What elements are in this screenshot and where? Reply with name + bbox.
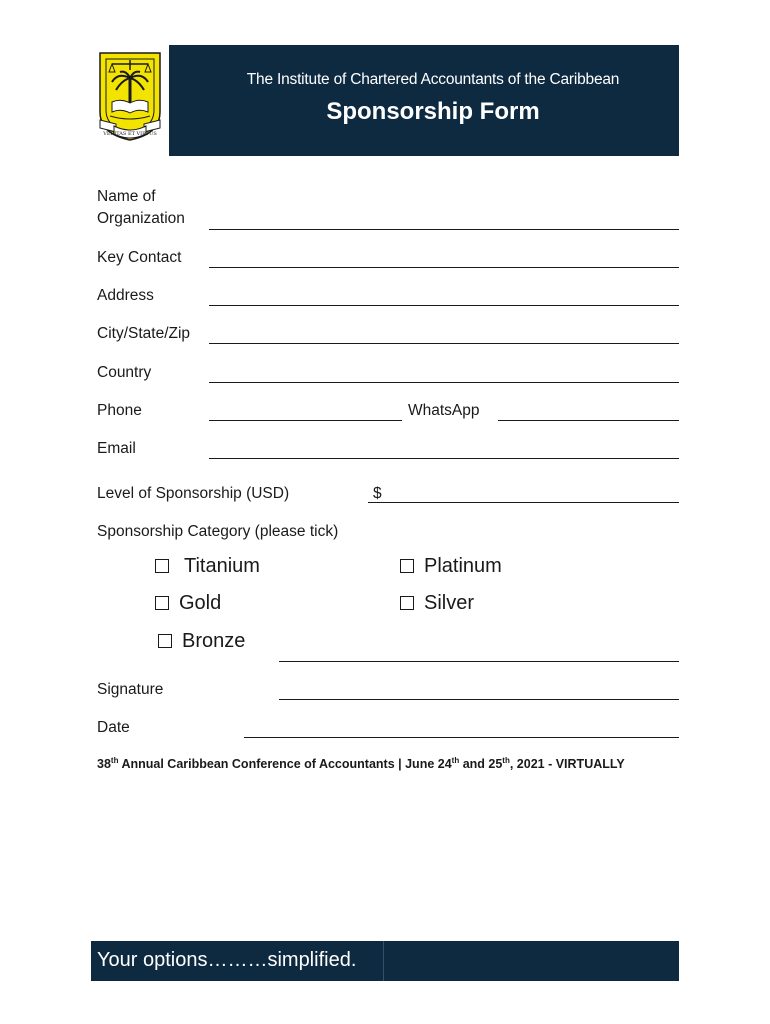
footnote-part3: and 25 [459, 757, 503, 771]
sponsorship-category-label: Sponsorship Category (please tick) [97, 523, 339, 540]
footnote-part2: Annual Caribbean Conference of Accountants | June 24 [118, 757, 452, 771]
level-of-sponsorship-field[interactable] [368, 502, 679, 503]
footnote-sup1: th [110, 755, 119, 765]
whatsapp-label: WhatsApp [408, 402, 480, 419]
logo-container [91, 45, 169, 156]
platinum-option[interactable] [400, 554, 502, 578]
silver-checkbox[interactable] [400, 596, 414, 610]
email-field[interactable] [209, 458, 679, 459]
phone-field[interactable] [209, 420, 402, 421]
date-label: Date [97, 719, 130, 736]
form-title: Sponsorship Form [326, 98, 540, 125]
institute-crest-logo [96, 50, 164, 142]
header-banner [91, 45, 679, 156]
gold-option[interactable] [155, 591, 221, 615]
whatsapp-field[interactable] [498, 420, 679, 421]
currency-symbol: $ [373, 485, 382, 502]
titanium-option[interactable] [155, 554, 260, 578]
footnote-sup3: th [502, 755, 510, 765]
country-label: Country [97, 364, 152, 381]
footnote-part1: 38 [97, 757, 111, 771]
bronze-option[interactable] [158, 629, 245, 653]
titanium-checkbox[interactable] [155, 559, 169, 573]
bronze-label: Bronze [182, 630, 246, 652]
conference-footnote [97, 757, 625, 771]
signature-top-line [279, 661, 679, 662]
titanium-label: Titanium [184, 555, 260, 577]
organization-title: The Institute of Chartered Accountants of the Caribbean [246, 71, 620, 88]
gold-checkbox[interactable] [155, 596, 169, 610]
name-of-organization-label-line2: Organization [97, 210, 185, 227]
name-of-organization-field[interactable] [209, 229, 679, 230]
city-state-zip-label: City/State/Zip [97, 325, 191, 342]
address-label: Address [97, 287, 154, 304]
bronze-checkbox[interactable] [158, 634, 172, 648]
logo-motto: VERITAS ET VIRTUS [103, 131, 157, 137]
city-state-zip-field[interactable] [209, 343, 679, 344]
footer-tagline: Your options………simplified. [97, 949, 357, 971]
phone-label: Phone [97, 402, 142, 419]
signature-field[interactable] [279, 699, 679, 700]
silver-label: Silver [424, 592, 475, 614]
silver-option[interactable] [400, 591, 474, 615]
address-field[interactable] [209, 305, 679, 306]
country-field[interactable] [209, 382, 679, 383]
platinum-checkbox[interactable] [400, 559, 414, 573]
key-contact-field[interactable] [209, 267, 679, 268]
platinum-label: Platinum [424, 555, 502, 577]
footnote-part4: , 2021 - VIRTUALLY [509, 757, 625, 771]
footnote-sup2: th [451, 755, 460, 765]
gold-label: Gold [179, 592, 222, 614]
level-of-sponsorship-label: Level of Sponsorship (USD) [97, 485, 290, 502]
email-label: Email [97, 440, 136, 457]
footer-divider [383, 941, 384, 981]
name-of-organization-label-line1: Name of [97, 188, 156, 205]
name-of-organization-label [97, 186, 185, 230]
signature-label: Signature [97, 681, 164, 698]
date-field[interactable] [244, 737, 679, 738]
key-contact-label: Key Contact [97, 249, 182, 266]
footer-banner [91, 941, 679, 981]
